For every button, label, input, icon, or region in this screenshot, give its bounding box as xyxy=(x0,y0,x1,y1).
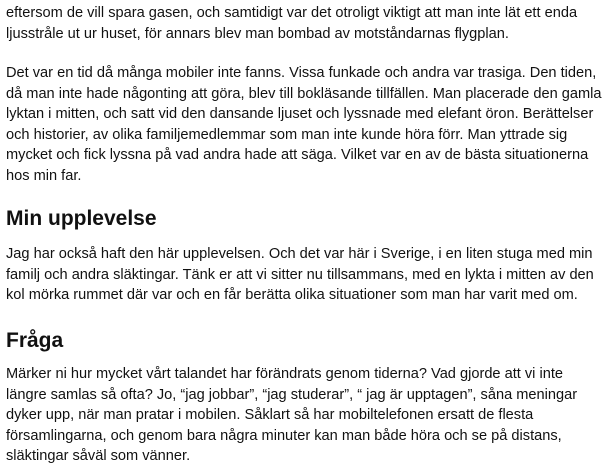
section-heading-question: Fråga xyxy=(6,329,64,352)
experience-paragraph: Jag har också haft den här upplevelsen. Och det var här i Sverige, i en liten stuga med min familj och andra släktingar. Tänk er att vi sitter nu tillsammans, med en lykta i mitten av den kol mörka rummet där var och en får berätta olika situationer som man har varit med om. xyxy=(6,246,594,304)
intro-paragraph-1: eftersom de vill spara gasen, och samtidigt var det otroligt viktigt att man inte lät ett enda ljusstråle ut ur huset, för annars blev man bombad av motståndarnas flygplan. xyxy=(6,5,578,42)
question-paragraph: Märker ni hur mycket vårt talandet har förändrats genom tiderna? Vad gjorde att vi inte längre samlas så ofta? Jo, “jag jobbar”, “jag studerar”, “ jag är upptagen”, såna meningar dyker upp, när man pratar i mobilen. Såklart så har mobiltelefonen ersatt de flesta församlingarna, och genom bara några minuter kan man både höra och se på distans, släktingar såväl som vänner. xyxy=(6,366,578,465)
intro-paragraph-2: Det var en tid då många mobiler inte fanns. Vissa funkade och andra var trasiga. Den tiden, då man inte hade någonting att göra, blev till bokläsande tillfällen. Man placerade den gamla lyktan i mitten, och satt vid den dansande ljuset och lyssnade med elefant öron. Berättelser och historier, av olika familjemedlemmar som man inte kunde höra förr. Man yttrade sig mycket och fick lyssna på vad andra hade att säga. Vilket var en av de bästa situationerna hos min far. xyxy=(6,65,602,184)
section-heading-experience: Min upplevelse xyxy=(6,207,157,230)
